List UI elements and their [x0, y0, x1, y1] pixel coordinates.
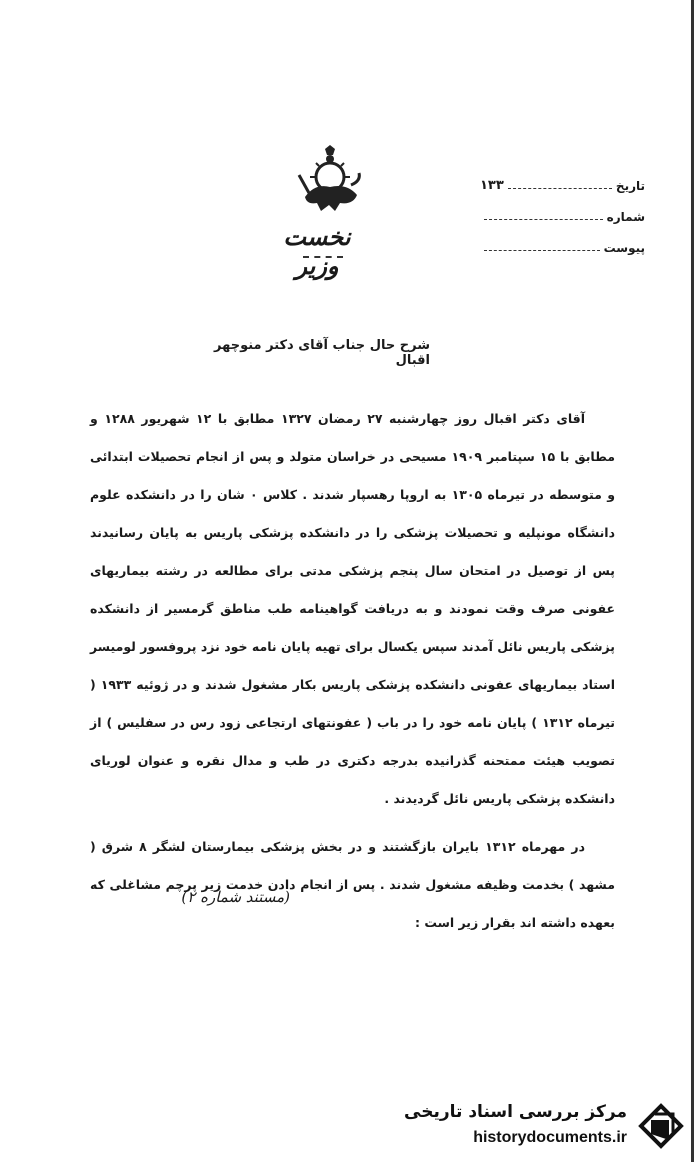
date-value: ۱۳۳ — [480, 178, 504, 193]
number-line — [484, 211, 603, 220]
document-title: شرح حال جناب آقای دکتر منوچهر اقبال — [214, 338, 430, 368]
lion-and-sun-emblem-icon — [295, 145, 365, 215]
attachment-field — [470, 232, 645, 263]
watermark-persian-text: مرکز بررسی اسناد تاریخی — [404, 1102, 627, 1122]
attachment-label: پیوست — [603, 240, 645, 255]
letterhead-fields — [470, 170, 645, 263]
date-line — [508, 180, 612, 189]
body-paragraph: در مهرماه ۱۳۱۲ بایران بازگشتند و در بخش پزشکی بیمارستان لشگر ۸ شرق ( مشهد ) بخدمت وظیفه مشغول شدند . پس از انجام دادن خدمت زیر پرچم مشاغلی که بعهده داشته اند بقرار زیر است : — [90, 839, 615, 930]
document-reference-note: (مستند شماره ۲) — [181, 888, 290, 906]
attachment-line — [484, 242, 600, 251]
office-title: نخست وزیر — [283, 222, 351, 280]
date-label: تاریخ — [615, 178, 645, 193]
document-body — [90, 400, 615, 942]
folded-document-icon — [635, 1100, 687, 1152]
number-field — [470, 201, 645, 232]
scan-edge — [691, 0, 694, 1162]
body-paragraph: آقای دکتر اقبال روز چهارشنبه ۲۷ رمضان ۱۳۲۷ مطابق با ۱۲ شهریور ۱۲۸۸ و مطابق با ۱۵ سپتامبر ۱۹۰۹ مسیحی در خراسان متولد و پس از انجام تحصیلات ابتدائی و متوسطه در تیرماه ۱۳۰۵ به اروپا رهسپار شدند . کلاس ۰ شان را در دانشکده علوم دانشگاه مونپلیه و تحصیلات پزشکی را در دانشکده پزشکی پاریس به پایان رسانیدند پس از توصیل در امتحان سال پنجم پزشکی مدتی برای مطالعه در رشته بیماریهای عفونی صرف وقت نمودند و به دریافت گواهینامه طب مناطق گرمسیر از دانشکده پزشکی پاریس نائل آمدند سپس یکسال برای تهیه پایان نامه خود نزد پروفسور لومیسر استاد بیماریهای عفونی دانشکده پزشکی پاریس بکار مشغول شدند و در ژوئیه ۱۹۳۳ ( تیرماه ۱۳۱۲ ) پایان نامه خود را در باب ( عفونتهای ارتجاعی زود رس در سفلیس ) از تصویب هیئت ممتحنه گذرانیده بدرجه دکتری در طب و مدال نقره و عنوان لوریای دانشکده پزشکی پاریس نائل گردیدند . — [90, 411, 616, 806]
date-field — [470, 170, 645, 201]
watermark-website-link[interactable]: historydocuments.ir — [473, 1129, 627, 1146]
archive-watermark — [404, 1096, 695, 1158]
number-label: شماره — [606, 209, 645, 224]
decorative-divider — [303, 256, 343, 258]
